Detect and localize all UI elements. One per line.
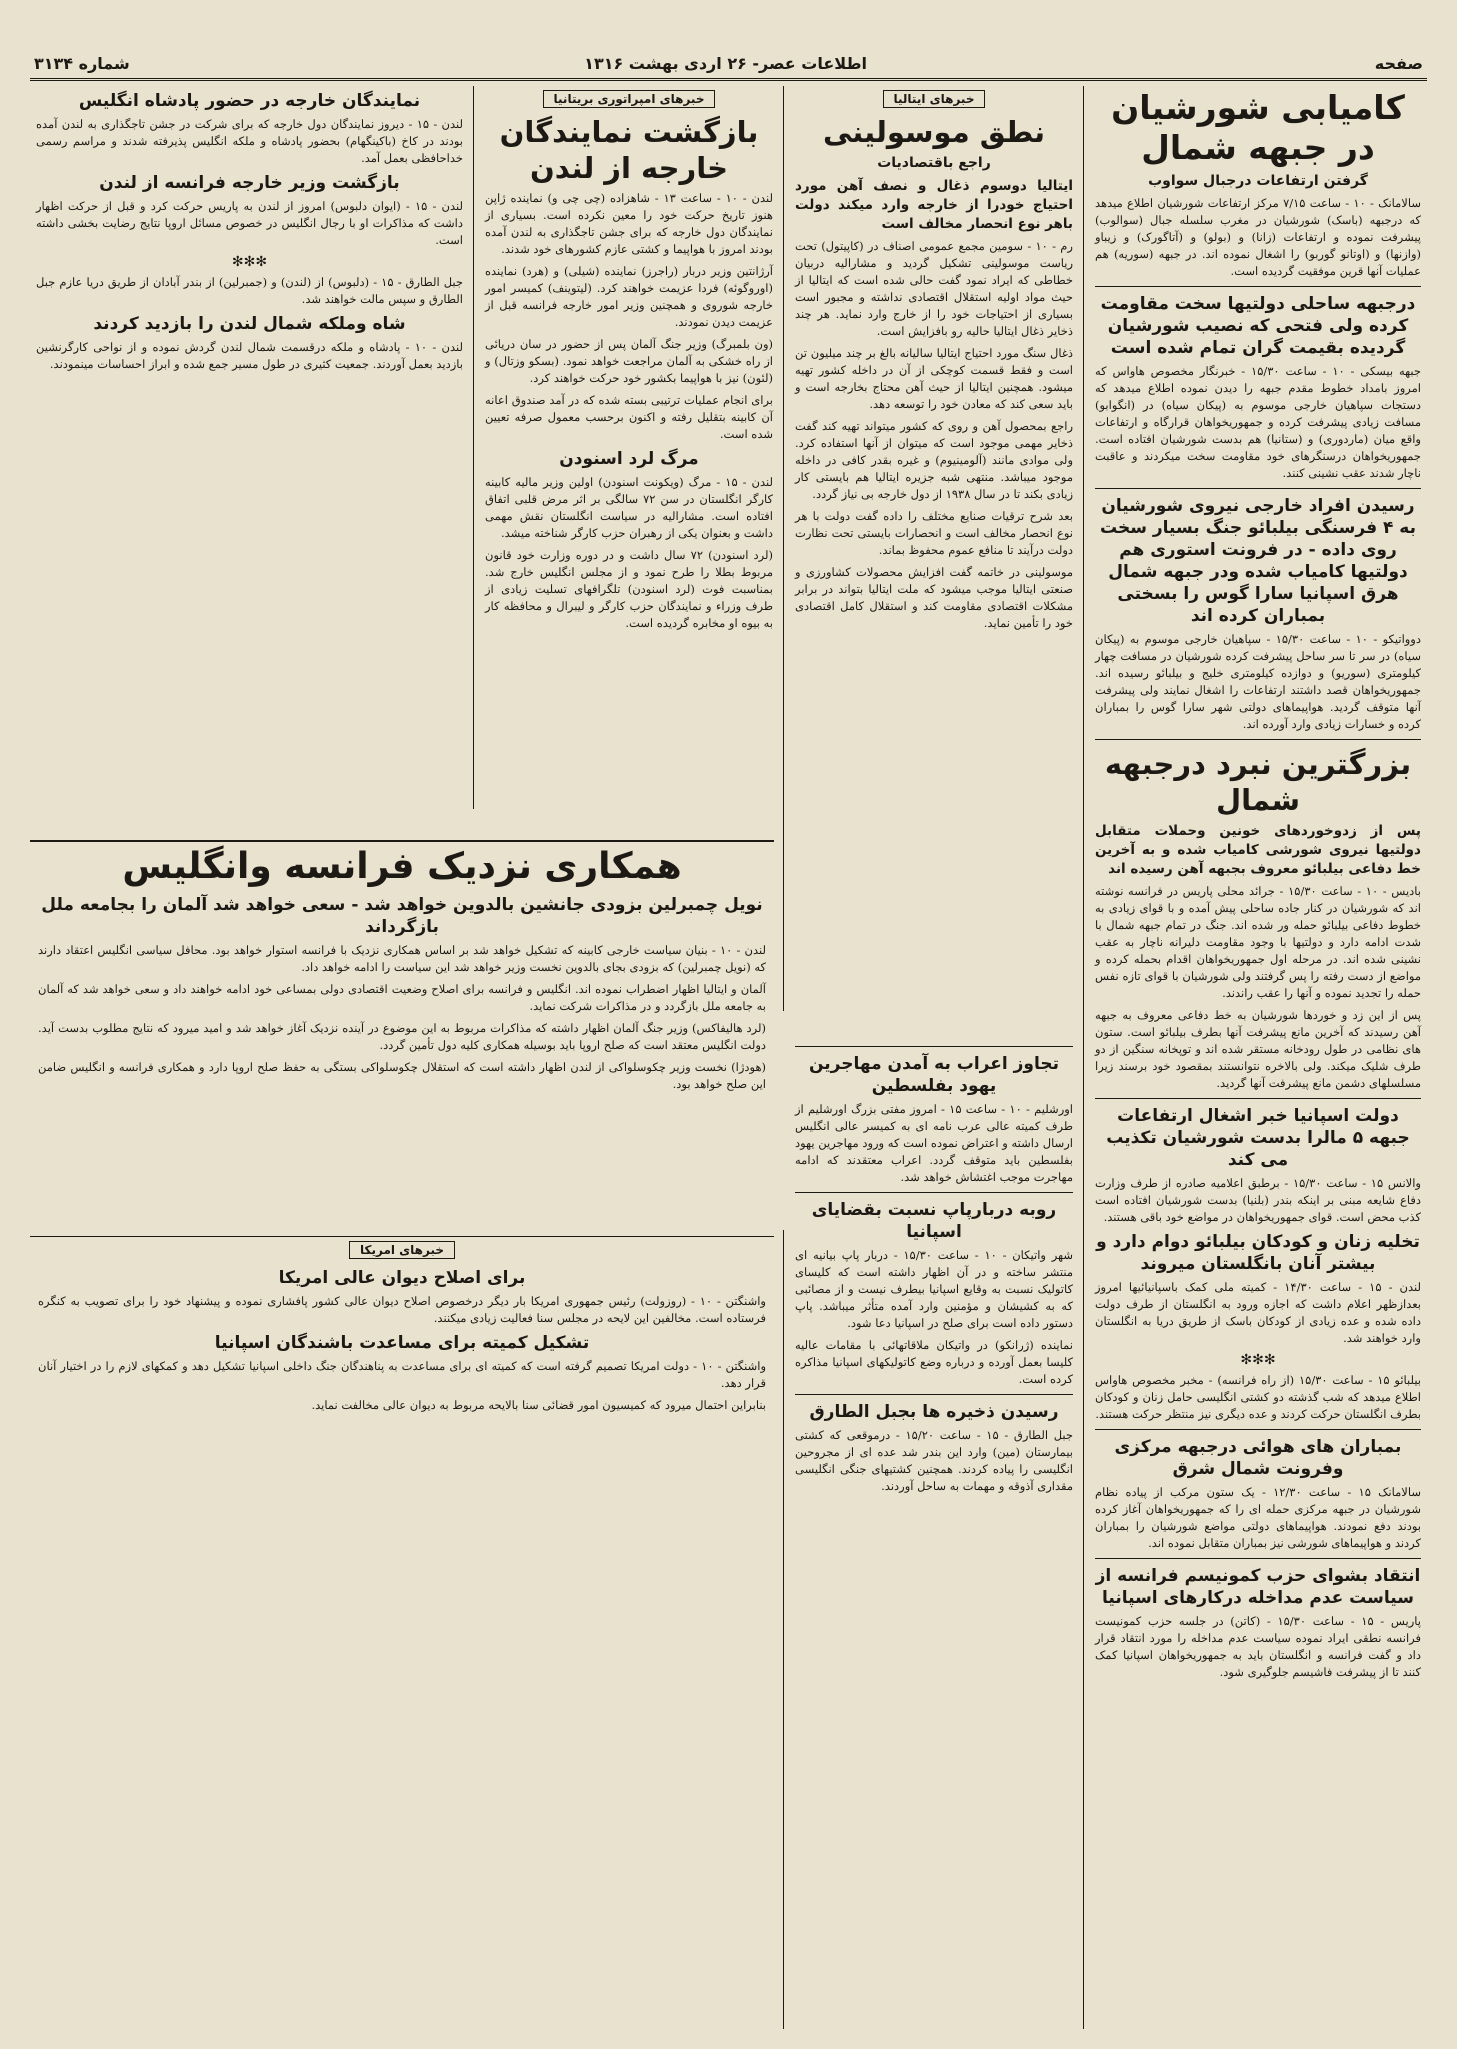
divider xyxy=(795,1192,1073,1193)
section-label: خبرهای امپراتوری بریتانیا xyxy=(543,90,716,108)
article-body: بیلبائو ۱۵ - ساعت ۱۵/۳۰ (از راه فرانسه) - مخبر مخصوص هاواس اطلاع میدهد که شب گذشته دو کشتی انگلیسی حامل زنان و کودکان بطرف انگلستان حرکت کردند و عده دیگری نیز منتظر حرکت هستند. xyxy=(1095,1373,1421,1421)
article-body: (لرد اسنودن) ۷۲ سال داشت و در دوره وزارت خود قانون مربوط بطلا را طرح نمود و از مجلس انگلیس خارج شد. بمناسبت فوت (لرد اسنودن) تلگرافهای تسلیت زیادی از طرف وزراء و نمایندگان حزب کارگر و لیبرال و محافظه کار به بیوه او مخابره گردیده است. xyxy=(485,548,773,630)
article-body: دوواتیکو - ۱۰ - ساعت ۱۵/۳۰ - سپاهیان خارجی موسوم به (پیکان سیاه) در سر تا سر ساحل پیشرفت کرده شورشیان در مسافت چهار کیلومتری (سوریو) و دوازده کیلومتری خلیج و بیلبائو رسیده اند. جمهوریخواهان قصد داشتند ارتفاعات را اشغال نمایند ولی پیشرفت آنها متوقف گردید. هواپیماهای دولتی شهر سارا گوس را بمباران کرده و خسارات زیادی وارد آورده اند. xyxy=(1095,632,1421,731)
article-body: نماینده (ژرانکو) در واتیکان ملاقاتهائی با مقامات عالیه کلیسا بعمل آورده و درباره وضع کاتولیکهای اسپانیا مذاکره کرده است. xyxy=(795,1338,1073,1386)
headline-king-visit: شاه وملکه شمال لندن را بازدید کردند xyxy=(93,314,406,334)
headline-vatican-spain: روبه دربارپاپ نسبت بقضایای اسپانیا xyxy=(811,1200,1057,1242)
article-body: موسولینی در خاتمه گفت افزایش محصولات کشاورزی و صنعتی ایتالیا موجب میشود که ملت ایتالیا بتواند در برابر مشکلات اقتصادی مقاومت کند و استقلال کامل اقتصادی خود را تأمین نماید. xyxy=(795,565,1073,630)
article-france-england xyxy=(30,840,774,1230)
divider xyxy=(1095,1098,1421,1099)
headline-air-raids: بمباران های هوائی درجبهه مرکزی وفرونت شمال شرق xyxy=(1114,1437,1402,1479)
headline-bilbao-advance: رسیدن افراد خارجی نیروی شورشیان به ۴ فرسنگی بیلبائو جنگ بسیار سخت روی داده - در فرونت استوری هم دولتیها کامیاب شده ودر جبهه شمال هرق اسپانیا سارا گوس را بسختی بمباران کرده اند xyxy=(1099,496,1417,626)
article-body: لندن - ۱۵ - دیروز نمایندگان دول خارجه که برای شرکت در جشن تاجگذاری به لندن آمده بودند در کاخ (باکینگهام) بحضور پادشاه و ملکه انگلیس پذیرفته شدند و مراسم رسمی خداحافظی بعمل آمد. xyxy=(36,117,463,165)
page-header xyxy=(30,52,1427,81)
divider xyxy=(1095,1429,1421,1430)
headline-coastal-front: درجبهه ساحلی دولتیها سخت مقاومت کرده ولی فتحی که نصیب شورشیان گردیده بقیمت گران تمام شده است xyxy=(1100,294,1416,358)
article-body: والانس ۱۵ - ساعت ۱۵/۳۰ - برطبق اعلامیه صادره از طرف وزارت دفاع شایعه مبنی بر اینکه بندر (بلنیا) بدست شورشیان افتاده است کذب محض است. قوای جمهوریخواهان در مواضع خود باقی هستند. xyxy=(1095,1176,1421,1224)
headline-communist-criticism: انتقاد بشوای حزب کمونیسم فرانسه از سیاست عدم مداخله درکارهای اسپانیا xyxy=(1095,1566,1421,1608)
article-body: پس از این زد و خوردها شورشیان به خط دفاعی معروف به جبهه آهن رسیدند که آخرین مانع پیشرفت آنها بطرف بیلبائو است. ستون های نظامی در طول رودخانه مستقر شده اند و توپخانه سنگین از دو طرف شلیک میکند. ولی بالاخره نتوانستند بمقصود خود برسند زیرا مسلسلهای دشمن مانع پیشرفت آنها گردید. xyxy=(1095,1008,1421,1090)
article-body: سالامانک - ۱۰ - ساعت ۷/۱۵ مرکز ارتفاعات شورشیان اطلاع میدهد که درجبهه (باسک) شورشیان در مغرب سلسله جبال (سوالوب) پیشرفت نموده و ارتفاعات (زانا) و (بولو) و (آتاگورک) و زیباو (وازنها) و (اوتانو گوربو) را اشغال نموده اند. در جبهه (سوریه) هم عملیات آنها قرین موفقیت گردیده است. xyxy=(1095,196,1422,278)
article-body: اورشلیم - ۱۰ - ساعت ۱۵ - امروز مفتی بزرگ اورشلیم از طرف کمیته عالی عرب نامه ای به کمیسر عالی انگلیس ارسال داشته و اعتراض نموده است که ورود مهاجرین یهود بفلسطین باید متوقف گردد. اعراب معتقدند که ادامه مهاجرت موجب اغتشاش خواهد شد. xyxy=(795,1102,1073,1184)
article-body: لندن - ۱۰ - ساعت ۱۳ - شاهزاده (چی چی و) نماینده ژاپن هنوز تاریخ حرکت خود را معین نکرده است. بسیاری از نمایندگان دول خارجه که برای جشن تاجگذاری به لندن آمده بودند امروز با هواپیما و کشتی عازم کشورهای خود شدند. xyxy=(485,191,773,256)
headline-snowden-death: مرگ لرد اسنودن xyxy=(559,449,699,469)
issue-number: شماره ۳۱۳۴ xyxy=(34,54,130,73)
subhead-north-front: گرفتن ارتفاعات درجبال سواوب xyxy=(1148,173,1368,189)
article-body: (هودژا) نخست وزیر چکوسلواکی از لندن اظهار داشته است که استقلال چکوسلواکی بستگی به حفظ صلح اروپا دارد و همکاری فرانسه و انگلیس ضامن این صلح خواهد بود. xyxy=(38,1060,766,1091)
headline-delegates-king: نمایندگان خارجه در حضور پادشاه انگلیس xyxy=(78,91,421,111)
divider xyxy=(1095,1558,1421,1559)
article-body: آرژانتین وزیر دربار (راجرز) نماینده (شیلی) و (هرد) نماینده (اوروگوئه) فردا عزیمت خواهند کرد. (لیتوینف) کمیسر امور خارجه شوروی و همچنین وزیر امور خارجه فرانسه قبل از عزیمت دیدن نمودند. xyxy=(485,264,773,329)
article-body: راجع بمحصول آهن و روی که کشور میتواند تهیه کند گفت ذخایر مهمی موجود است که میتوان از آنها استفاده کرد. ولی موادی مانند (آلومینیوم) و غیره بقدر کافی در داخله موجود میباشد. منتهی شبه جزیره ایتالیا هم بایستی کار زیادی بکند تا در سال ۱۹۳۸ از دول خارجه بی نیاز گردد. xyxy=(795,419,1073,501)
article-body: جبل الطارق - ۱۵ - (دلبوس) از (لندن) و (جمبرلین) از بندر آبادان از طریق دریا عازم جبل الطارق و سپس مالت خواهند شد. xyxy=(36,275,463,306)
divider xyxy=(795,1394,1073,1395)
headline-spain-committee: تشکیل کمیته برای مساعدت باشندگان اسپانیا xyxy=(214,1333,590,1353)
article-body: لندن - ۱۰ - پادشاه و ملکه درقسمت شمال لندن گردش نموده و از نواحی کارگرنشین بازدید بعمل آوردند. جمعیت کثیری در طول مسیر جمع شده و ابراز احساسات مینمودند. xyxy=(36,340,463,371)
article-body: جبهه بیسکی - ۱۰ - ساعت ۱۵/۳۰ - خبرنگار مخصوص هاواس که امروز بامداد خطوط مقدم جبهه را دیدن نموده اطلاع میدهد که دستجات سپاهیان خارجی موسوم به (پیکان سیاه) در (انگوابو) مسافت زیادی پیشرفت کرده و جمهوریخواهان قرارگاه و ارتفاعات واقع میان (ماردوری) و (ستانیا) هم بدست شورشیان افتاده است. جمهوریخواهان درسنگرهای خود مقاومت سخت میکردند و عاقبت ناچار شدند عقب نشینی کنند. xyxy=(1095,364,1421,480)
subhead-largest-battle: پس از زدوخوردهای خونین وحملات متقابل دولتیها نیروی شورشی کامیاب شده و به آخرین خط دفاعی بیلبائو معروف بجبهه آهن رسیده اند xyxy=(1095,823,1421,877)
page-label: صفحه xyxy=(1374,54,1423,73)
article-body: لندن - ۱۰ - بنیان سیاست خارجی کابینه که تشکیل خواهد شد بر اساس همکاری نزدیک با فرانسه استوار خواهد بود. محافل سیاسی انگلیس اعتقاد دارند که (نویل چمبرلین) که بزودی بجای بالدوین نخست وزیر خواهد شد این سیاست را ادامه خواهد داد. xyxy=(38,943,766,974)
headline-france-england: همکاری نزدیک فرانسه وانگلیس xyxy=(122,846,682,887)
headline-largest-battle: بزرگترین نبرد درجبهه شمال xyxy=(1104,747,1412,817)
article-body: بنابراین احتمال میرود که کمیسیون امور قضائی سنا بالایحه مربوط به دیوان عالی مخالفت نماید. xyxy=(311,1398,766,1412)
article-america xyxy=(30,1236,774,2029)
article-body: بعد شرح ترقیات صنایع مختلف را داده گفت دولت با هر نوع انحصار مخالف است و انحصارات بایستی تحت نظارت دولت درآیند تا منافع عموم محفوظ بماند. xyxy=(795,509,1073,557)
stars-divider: ✻✻✻ xyxy=(231,254,268,270)
subhead-economics: راجع باقتصادیات xyxy=(877,155,991,171)
column-rule xyxy=(783,86,784,1011)
article-body: لندن - ۱۵ - مرگ (ویکونت اسنودن) اولین وزیر مالیه کابینه کارگر انگلستان در سن ۷۲ سالگی بر اثر مرض قلبی اتفاق افتاده است. مشارالیه در سیاست انگلستان نقش مهمی داشت و بعنوان یکی از رهبران حزب کارگر شناخته میشد. xyxy=(485,475,773,540)
column-rule xyxy=(1083,86,1084,2029)
subhead-france-england: نویل چمبرلین بزودی جانشین بالدوین خواهد شد - سعی خواهد شد آلمان را بجامعه ملل بازگرداند xyxy=(41,895,763,937)
divider xyxy=(1095,488,1421,489)
headline-mussolini-speech: نطق موسولینی xyxy=(822,115,1046,149)
article-body: جبل الطارق - ۱۵ - ساعت ۱۵/۲۰ - درموقعی که کشتی بیمارستان (مین) وارد این بندر شد عده ای از مجروحین انگلیسی را پیاده کردند. همچنین کشتیهای جنگی انگلیسی مقداری آذوقه و مهمات به ساحل آوردند. xyxy=(795,1428,1073,1493)
article-body: واشنگتن - ۱۰ - (روزولت) رئیس جمهوری امریکا بار دیگر درخصوص اصلاح دیوان عالی کشور پافشاری نموده و پیشنهاد خود را برای تصویب به کنگره فرستاده است. مخالفین این لایحه در مجلس سنا فعالیت زیادی میکنند. xyxy=(38,1294,766,1325)
column-rule xyxy=(473,86,474,809)
article-body: شهر واتیکان - ۱۰ - ساعت ۱۵/۳۰ - دربار پاپ بیانیه ای منتشر ساخته و در آن اظهار داشته است که کلیسای کاتولیک نسبت به وقایع اسپانیا بیطرف نیست و از مصائبی که به کشیشان و مؤمنین وارد آمده متأثر میباشد. پاپ دستور داده است برای صلح در اسپانیا دعا شود. xyxy=(795,1248,1073,1330)
article-body: پاریس - ۱۵ - ساعت ۱۵/۳۰ - (کاتن) در جلسه حزب کمونیست فرانسه نطقی ایراد نموده سیاست عدم مداخله را مورد انتقاد قرار داد و گفت فرانسه و انگلستان باید به جمهوریخواهان اسپانیا کمک کنند تا از پیشرفت فاشیسم جلوگیری شود. xyxy=(1095,1614,1421,1679)
headline-delegates-return: بازگشت نمایندگان خارجه از لندن xyxy=(499,115,759,185)
date-line: اطلاعات عصر- ۲۶ اردی بهشت ۱۳۱۶ xyxy=(584,54,867,73)
article-body: ذغال سنگ مورد احتیاج ایتالیا سالیانه بالغ بر چند میلیون تن است و فقط قسمت کوچکی از آن در داخله کشور تهیه میشود. همچنین ایتالیا از حیث آهن محتاج بخارجه است و باید سعی کند که معادن خود را توسعه دهد. xyxy=(795,346,1073,411)
article-body: برای انجام عملیات ترتیبی بسته شده که در آمد صندوق اعانه آن کابینه بتقلیل رفته و اکنون برحسب معمول صرفه تعیین شده است. xyxy=(485,393,773,441)
article-body: واشنگتن - ۱۰ - دولت امریکا تصمیم گرفته است که کمیته ای برای مساعدت به پناهندگان جنگ داخلی اسپانیا تشکیل دهد و کمکهای لازم را در اختیار آنان قرار دهد. xyxy=(38,1359,766,1390)
headline-evacuation: تخلیه زنان و کودکان بیلبائو دوام دارد و بیشتر آنان بانگلستان میروند xyxy=(1096,1232,1420,1274)
article-body: آلمان و ایتالیا اظهار اضطراب نموده اند. انگلیس و فرانسه برای اصلاح وضعیت اقتصادی دولی بمساعی خود ادامه خواهند داد و سعی خواهد شد که آلمان به جامعه ملل بازگردد و در مذاکرات شرکت نماید. xyxy=(38,982,766,1013)
column-italy-lower xyxy=(789,1040,1079,2029)
headline-supreme-court: برای اصلاح دیوان عالی امریکا xyxy=(278,1268,526,1288)
headline-delbos-return: بازگشت وزیر خارجه فرانسه از لندن xyxy=(99,173,400,193)
intro-summary: ایتالیا دوسوم ذغال و نصف آهن مورد احتیاج خودرا از خارجه وارد میکند دولت باهر نوع انحصار مخالف است xyxy=(795,178,1073,232)
section-label: خبرهای ایتالیا xyxy=(883,90,986,108)
headline-north-front: کامیابی شورشیان در جبهه شمال xyxy=(1111,88,1405,167)
divider xyxy=(1095,286,1421,287)
column-italy xyxy=(789,86,1079,1029)
headline-gibraltar-supplies: رسیدن ذخیره ها بجبل الطارق xyxy=(809,1402,1059,1422)
article-body: بادیس - ۱۰ - ساعت ۱۵/۳۰ - جرائد محلی پاریس در فرانسه نوشته اند که شورشیان در کنار جاده ساحلی پیش آمده و با قوای زیادی به خطوط دفاعی بیلبائو حمله ور شده اند. جنگ در تمام جبهه شمال با شدت ادامه دارد و دولتیها با وجود مقاومت دلیرانه ناچار به عقب نشینی شده اند. در مرحله اول جمهوریخواهان اقدام بحمله کرده و مواضع از دست رفته را پس گرفتند ولی شورشیان با قوای تازه نفس حمله را تجدید نموده و آنها را عقب راندند. xyxy=(1095,884,1421,1000)
article-body: (ون بلمبرگ) وزیر جنگ آلمان پس از حضور در سان دریائی از راه خشکی به آلمان مراجعت خواهد نمود. (بسکو وزتال) و (لئون) نیز با هواپیما بکشور خود حرکت خواهند کرد. xyxy=(485,337,773,385)
column-rule xyxy=(783,1230,784,2029)
stars-divider: ✻✻✻ xyxy=(1240,1352,1276,1368)
column-british-empire xyxy=(479,86,779,829)
article-body: (لرد هالیفاکس) وزیر جنگ آلمان اظهار داشته که مذاکرات مربوط به این موضوع در آینده نزدیک آغاز خواهد شد و امید میرود که نتایج مطلوب بدست آید. دولت انگلیس معتقد است که صلح اروپا باید بوسیله همکاری کلیه دول تأمین گردد. xyxy=(38,1021,766,1052)
article-body: لندن - ۱۵ - (ایوان دلبوس) امروز از لندن به پاریس حرکت کرد و قبل از حرکت اظهار داشت که مذاکرات او با رجال انگلیس در خصوص مسائل اروپا نتایج رضایت بخشی داشته است. xyxy=(36,199,464,247)
article-body: لندن - ۱۵ - ساعت ۱۴/۳۰ - کمیته ملی کمک باسپانیائیها امروز بعدازظهر اعلام داشت که اجازه ورود به انگلستان از طرف دولت داده شده و عده زیادی از کودکان باسک از طریق دریا به انگلستان وارد خواهند شد. xyxy=(1095,1280,1421,1345)
divider xyxy=(795,1046,1073,1047)
article-body: رم - ۱۰ - سومین مجمع عمومی اصناف در (کاپیتول) تحت ریاست موسولینی تشکیل گردید و مشارالیه دربیان خطاطی که ایراد نمود گفت حالی شده است که ایتالیا از حیث مواد اولیه استقلال اقتصادی نداشته و مجبور است بسیاری از احتیاجات خود را از خارج وارد نماید. هر چند ذخایر ذغال ایتالیا حالیه رو بافزایش است. xyxy=(795,239,1073,338)
headline-arab-protest: تجاوز اعراب به آمدن مهاجرین یهود بفلسطین xyxy=(809,1054,1059,1096)
column-britain-left xyxy=(30,86,469,829)
section-label: خبرهای امریکا xyxy=(349,1241,455,1259)
headline-denial: دولت اسپانیا خبر اشغال ارتفاعات جبهه ۵ مالرا بدست شورشیان تکذیب می کند xyxy=(1106,1106,1410,1170)
article-body: سالامانک ۱۵ - ساعت ۱۲/۳۰ - یک ستون مرکب از پیاده نظام شورشیان در جبهه مرکزی حمله ای را که جمهوریخواهان آغاز کرده بودند دفع نمودند. هواپیماهای دولتی مواضع شورشیان را بمباران کردند و هواپیماهای شورشی نیز بمباران متقابل نموده اند. xyxy=(1095,1485,1421,1550)
column-spain-front xyxy=(1089,86,1427,2029)
divider xyxy=(1095,739,1421,740)
